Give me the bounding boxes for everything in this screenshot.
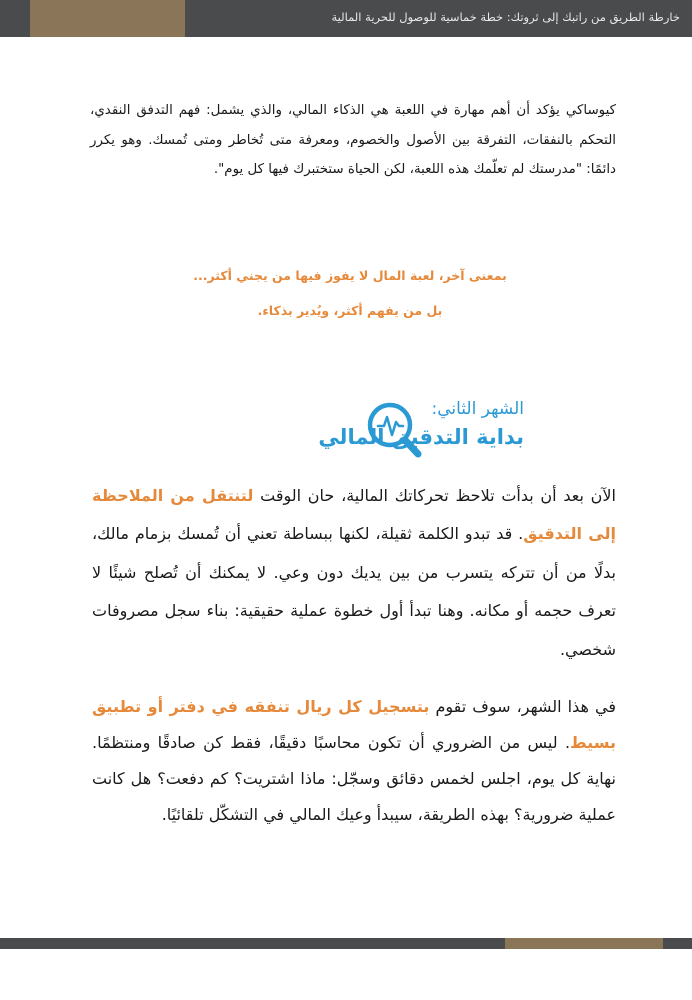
running-header-title: خارطة الطريق من راتبك إلى ثروتك: خطة خماسية للوصول للحرية المالية xyxy=(331,10,680,24)
section-heading xyxy=(318,395,622,465)
section-kicker: الشهر الثاني: xyxy=(431,399,524,419)
body-paragraph-audit-intro xyxy=(92,477,616,669)
paragraph-text: الآن بعد أن بدأت تلاحظ تحركاتك المالية، حان الوقت xyxy=(253,486,617,505)
highlighted-phrase: بتسجيل كل ريال تنفقه في دفتر أو تطبيق بسيط xyxy=(92,697,616,752)
paragraph-text: . ليس من الضروري أن تكون محاسبًا دقيقًا، فقط كن صادقًا ومنتظمًا. نهاية كل يوم، اجلس لخمس دقائق وسجّل: ماذا اشتريت؟ كم دفعت؟ هل كانت عملية ضرورية؟ بهذه الطريقة، سيبدأ وعيك المالي في التشكّل تلقائيًا. xyxy=(92,733,616,824)
header-accent-block xyxy=(30,0,185,37)
paragraph-text: في هذا الشهر، سوف تقوم xyxy=(429,697,616,716)
quote-line-1: بمعنى آخر، لعبة المال لا يفوز فيها من يجني أكثر... xyxy=(193,268,507,283)
quote-line-2: بل من يفهم أكثر، ويُدير بذكاء. xyxy=(257,303,443,318)
paragraph-text: . قد تبدو الكلمة ثقيلة، لكنها ببساطة تعني أن تُمسك بزمام مالك، بدلًا من أن تتركه يتسرب من بين يديك دون وعي. لا يمكنك أن تُصلح شيئًا لا تعرف حجمه أو مكانه. وهنا تبدأ أول خطوة عملية حقيقية: بناء سجل مصروفات شخصي. xyxy=(92,524,616,659)
section-title: بداية التدقيق المالي xyxy=(318,425,524,449)
footer-accent-block xyxy=(505,938,663,949)
intro-paragraph: كيوساكي يؤكد أن أهم مهارة في اللعبة هي الذكاء المالي، والذي يشمل: فهم التدفق النقدي، التحكم بالنفقات، التفرقة بين الأصول والخصوم، ومعرفة متى تُخاطر ومتى تُمسك. وهو يكرر دائمًا: "مدرستك لم تعلّمك هذه اللعبة، لكن الحياة ستختبرك فيها كل يوم". xyxy=(90,103,616,177)
body-paragraph-expense-log xyxy=(92,689,616,833)
highlighted-phrase: لتنتقل من الملاحظة إلى التدقيق xyxy=(92,486,616,544)
